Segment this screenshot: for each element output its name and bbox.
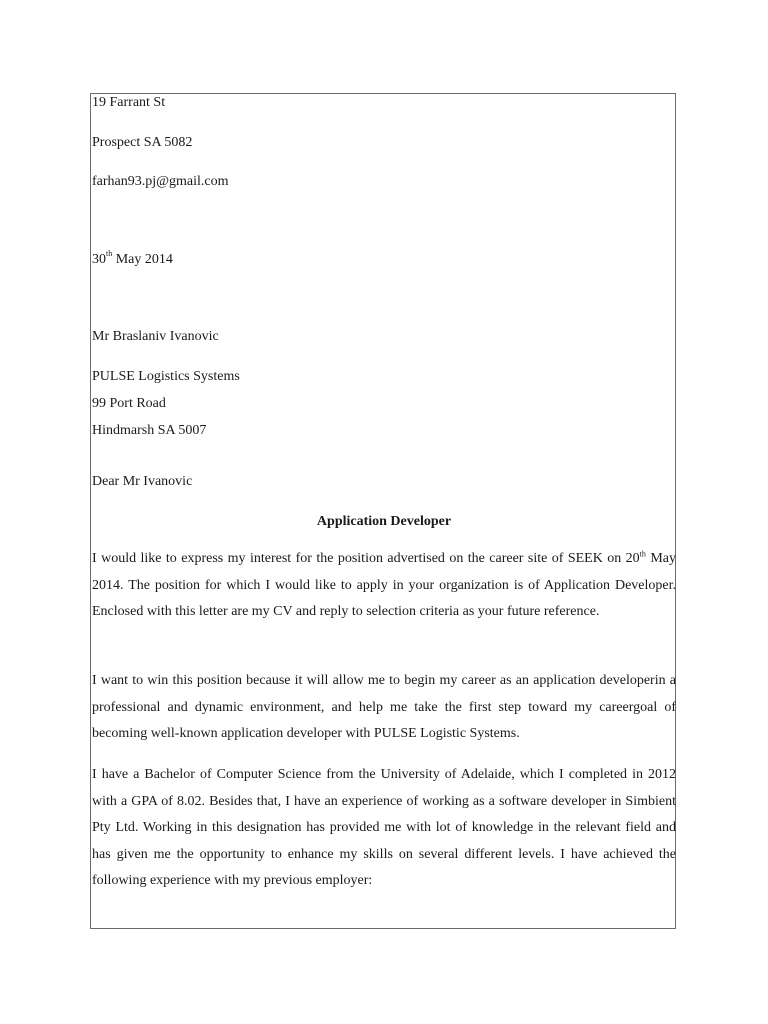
paragraph-1-sup: th <box>639 549 646 559</box>
recipient-suburb: Hindmarsh SA 5007 <box>92 423 207 438</box>
date-suffix: th <box>106 249 113 259</box>
paragraph-1-end: May 2014. The position for which I would like to apply in your organization is of Application Developer. Enclosed with this letter are my CV and reply to selection criteria as your future reference. <box>92 551 676 619</box>
sender-street: 19 Farrant St <box>92 95 166 110</box>
sender-email: farhan93.pj@gmail.com <box>92 174 229 189</box>
recipient-name: Mr Braslaniv Ivanovic <box>92 329 219 344</box>
recipient-street: 99 Port Road <box>92 396 166 411</box>
paragraph-3: I have a Bachelor of Computer Science from the University of Adelaide, which I completed in 2012 with a GPA of 8.02. Besides that, I have an experience of working as a software developer in Simbient Pty Ltd. Working in this designation has provided me with lot of knowledge in the relevant field and has given me the opportunity to enhance my skills on several different levels. I have achieved the following experience with my previous employer: <box>92 767 676 888</box>
paragraph-2: I want to win this position because it will allow me to begin my career as an application developerin a professional and dynamic environment, and help me take the first step toward my careergoal of becoming well-known application developer with PULSE Logistic Systems. <box>92 673 676 741</box>
date-day: 30 <box>92 252 106 267</box>
letter-date <box>92 249 173 268</box>
recipient-company: PULSE Logistics Systems <box>92 369 240 384</box>
sender-suburb: Prospect SA 5082 <box>92 135 193 150</box>
paragraph-1 <box>92 546 676 626</box>
subject-heading: Application Developer <box>316 514 452 529</box>
salutation: Dear Mr Ivanovic <box>92 474 193 489</box>
paragraph-1-start: I would like to express my interest for the position advertised on the career site of SEEK on 20 <box>92 551 640 566</box>
date-month-year: May 2014 <box>112 252 173 267</box>
